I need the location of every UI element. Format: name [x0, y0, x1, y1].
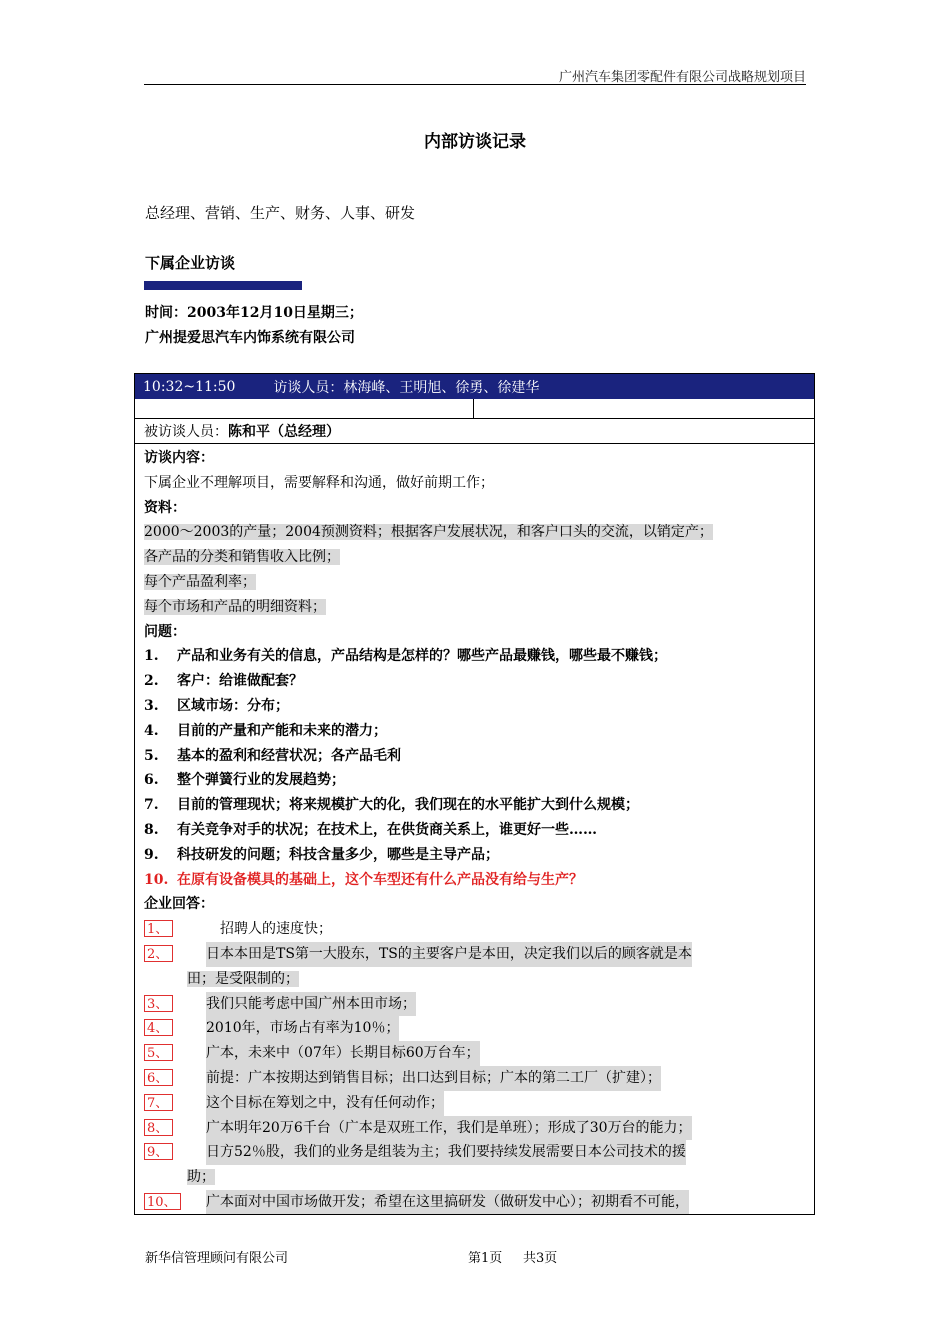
question-number: 8.	[144, 821, 159, 838]
question-number: 1.	[144, 648, 159, 665]
section-underline-bar	[144, 281, 302, 290]
answer-text: 招聘人的速度快；	[220, 921, 332, 938]
materials-label: 资料：	[144, 499, 186, 516]
answer-text: 日本本田是TS第一大股东，TS的主要客户是本田，决定我们以后的顾客就是本	[206, 942, 692, 967]
answer-continuation: 助；	[187, 1169, 215, 1186]
departments-line: 总经理、营销、生产、财务、人事、研发	[145, 204, 416, 222]
answer-item	[144, 992, 806, 1017]
answer-text: 2010年，市场占有率为10％；	[206, 1016, 399, 1041]
answer-item	[144, 1091, 806, 1116]
content-label: 访谈内容：	[144, 450, 214, 466]
question-text: 产品和业务有关的信息，产品结构是怎样的？哪些产品最赚钱，哪些最不赚钱；	[177, 648, 667, 665]
table-header-row	[135, 374, 814, 399]
answer-item	[144, 1016, 806, 1041]
header-project-title: 广州汽车集团零配件有限公司战略规划项目	[558, 70, 806, 85]
header-rule	[144, 84, 806, 85]
question-item	[144, 644, 806, 669]
answer-number: 2、	[144, 945, 173, 962]
material-item: 各产品的分类和销售收入比例；	[144, 549, 340, 566]
answer-text: 日方52％股，我们的业务是组装为主；我们要持续发展需要日本公司技术的援	[206, 1140, 686, 1165]
answer-text: 前提：广本按期达到销售目标；出口达到目标；广本的第二工厂（扩建）；	[206, 1066, 661, 1091]
material-item: 2000～2003的产量；2004预测资料；根据客户发展状况，和客户口头的交流，以销定产；	[144, 524, 713, 541]
answer-item	[144, 1190, 806, 1215]
answers-list	[144, 917, 806, 1215]
answer-continuation: 田；是受限制的；	[187, 970, 299, 987]
question-text: 有关竞争对手的状况；在技术上，在供货商关系上，谁更好一些……	[177, 821, 597, 838]
question-number: 7.	[144, 797, 159, 814]
question-item	[144, 843, 806, 868]
answer-text: 我们只能考虑中国广州本田市场；	[206, 992, 416, 1017]
question-number: 9.	[144, 846, 159, 863]
question-text: 客户：给谁做配套？	[177, 673, 303, 690]
blank-row	[135, 399, 814, 419]
question-item	[144, 744, 806, 769]
answer-number: 7、	[144, 1094, 173, 1111]
answer-item	[144, 1140, 806, 1165]
question-text: 目前的管理现状；将来规模扩大的化，我们现在的水平能扩大到什么规模；	[177, 797, 639, 814]
question-text: 整个弹簧行业的发展趋势；	[177, 772, 345, 789]
footer-page-info	[468, 1247, 557, 1266]
table-body	[135, 444, 814, 1215]
question-number: 5.	[144, 747, 159, 764]
answer-item	[144, 1116, 806, 1141]
answer-item	[144, 942, 806, 967]
answer-number: 5、	[144, 1044, 173, 1061]
meeting-company: 广州提爱思汽车内饰系统有限公司	[145, 330, 355, 346]
materials-list	[144, 520, 806, 619]
question-item	[144, 868, 806, 893]
question-item	[144, 793, 806, 818]
answer-item	[144, 1041, 806, 1066]
answer-number: 10、	[144, 1193, 181, 1210]
question-item	[144, 818, 806, 843]
question-text: 区域市场：分布；	[177, 697, 289, 714]
interview-table	[134, 373, 815, 1215]
answer-number: 9、	[144, 1143, 173, 1160]
answer-number: 3、	[144, 995, 173, 1012]
answer-text: 广本，未来中（07年）长期目标60万台车；	[206, 1041, 480, 1066]
answer-text: 广本明年20万6千台（广本是双班工作，我们是单班）；形成了30万台的能力；	[206, 1116, 692, 1141]
question-number: 4.	[144, 722, 159, 739]
time-range: 10:32~11:50	[143, 378, 236, 395]
question-item	[144, 719, 806, 744]
answer-number: 1、	[144, 920, 173, 937]
material-item: 每个市场和产品的明细资料；	[144, 598, 326, 615]
answer-number: 8、	[144, 1119, 173, 1136]
meeting-time: 时间：2003年12月10日星期三；	[145, 305, 363, 321]
answer-item	[144, 1066, 806, 1091]
footer-page-number: 第1页	[468, 1251, 503, 1266]
questions-label: 问题：	[144, 623, 186, 640]
question-number: 6.	[144, 772, 159, 789]
answer-text: 这个目标在筹划之中，没有任何动作；	[206, 1091, 444, 1116]
question-text: 在原有设备模具的基础上，这个车型还有什么产品没有给与生产？	[177, 871, 583, 888]
question-number: 3.	[144, 697, 159, 714]
question-number: 2.	[144, 673, 159, 690]
interviewers: 访谈人员：林海峰、王明旭、徐勇、徐建华	[273, 379, 540, 396]
question-item	[144, 768, 806, 793]
material-item: 每个产品盈利率；	[144, 573, 256, 590]
answer-text: 广本面对中国市场做开发；希望在这里搞研发（做研发中心）；初期看不可能，	[206, 1190, 689, 1215]
question-text: 科技研发的问题；科技含量多少，哪些是主导产品；	[177, 846, 499, 863]
questions-list	[144, 644, 806, 892]
answer-item	[144, 917, 806, 942]
footer-company: 新华信管理顾问有限公司	[145, 1251, 289, 1266]
interviewee-name: 陈和平（总经理）	[228, 424, 340, 440]
section-heading: 下属企业访谈	[145, 254, 236, 272]
question-text: 目前的产量和产能和未来的潜力；	[177, 722, 387, 739]
document-title: 内部访谈记录	[424, 132, 526, 152]
question-text: 基本的盈利和经营状况；各产品毛利	[177, 747, 401, 764]
interviewee-row	[135, 419, 814, 444]
content-text: 下属企业不理解项目，需要解释和沟通，做好前期工作；	[144, 474, 494, 491]
footer-page-total: 共3页	[522, 1251, 558, 1266]
answers-label: 企业回答：	[144, 896, 214, 913]
question-number: 10.	[144, 871, 169, 888]
question-item	[144, 694, 806, 719]
answer-number: 4、	[144, 1019, 173, 1036]
interviewee-label: 被访谈人员：	[144, 424, 228, 440]
question-item	[144, 669, 806, 694]
answer-number: 6、	[144, 1069, 173, 1086]
